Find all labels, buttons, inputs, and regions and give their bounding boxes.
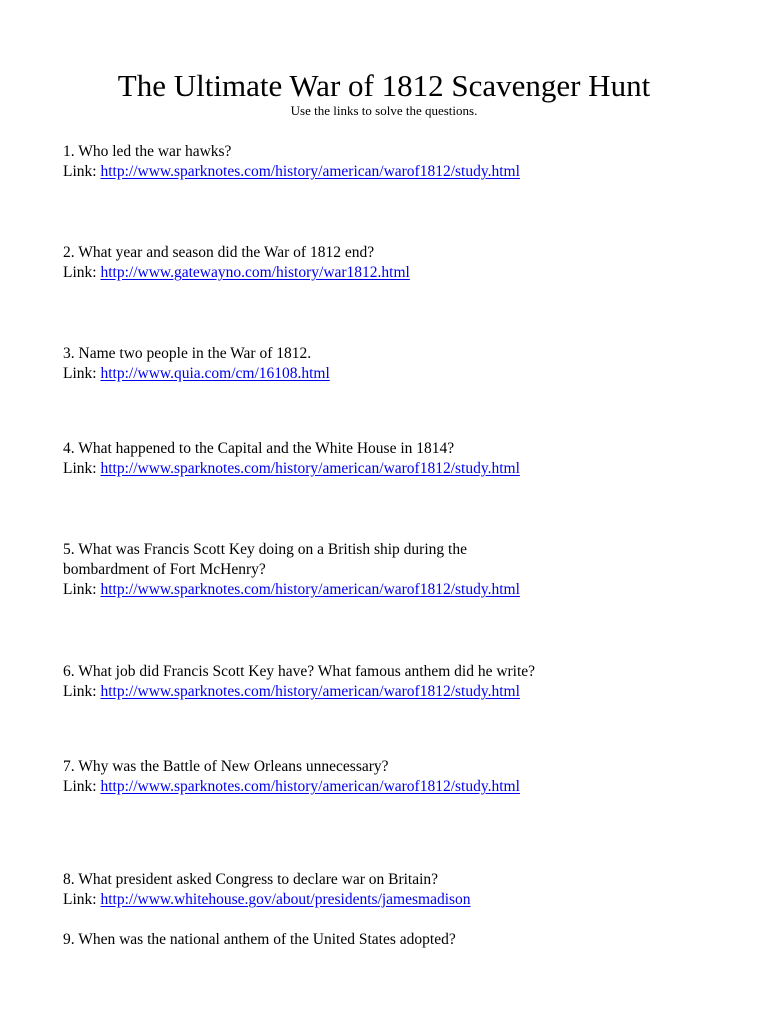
question-8-link-line	[63, 890, 743, 910]
question-9-text: 9. When was the national anthem of the United States adopted?	[63, 931, 456, 948]
question-5-link-line	[63, 580, 743, 600]
question-1-link[interactable]: http://www.sparknotes.com/history/american/warof1812/study.html	[100, 163, 520, 180]
question-5-link[interactable]: http://www.sparknotes.com/history/american/warof1812/study.html	[100, 581, 520, 598]
question-1-text: 1. Who led the war hawks?	[63, 143, 232, 160]
question-9	[63, 930, 743, 950]
question-3-link[interactable]: http://www.quia.com/cm/16108.html	[100, 365, 330, 382]
question-6-link[interactable]: http://www.sparknotes.com/history/american/warof1812/study.html	[100, 683, 520, 700]
question-7	[63, 757, 743, 797]
link-label: Link:	[63, 460, 97, 477]
question-8-link[interactable]: http://www.whitehouse.gov/about/presidents/jamesmadison	[100, 891, 471, 908]
question-8-text: 8. What president asked Congress to declare war on Britain?	[63, 871, 439, 888]
link-label: Link:	[63, 891, 97, 908]
question-5-text-line-1: 5. What was Francis Scott Key doing on a British ship during the	[63, 541, 467, 558]
question-2-text: 2. What year and season did the War of 1812 end?	[63, 244, 375, 261]
question-3-text: 3. Name two people in the War of 1812.	[63, 345, 312, 362]
question-4-text: 4. What happened to the Capital and the White House in 1814?	[63, 440, 455, 457]
question-7-link[interactable]: http://www.sparknotes.com/history/american/warof1812/study.html	[100, 778, 520, 795]
question-1	[63, 142, 743, 182]
question-3	[63, 344, 743, 384]
question-4	[63, 439, 743, 479]
question-2-link-line	[63, 263, 743, 283]
question-2-link[interactable]: http://www.gatewayno.com/history/war1812.html	[100, 264, 410, 281]
question-5-text-line-2: bombardment of Fort McHenry?	[63, 561, 266, 578]
question-2	[63, 243, 743, 283]
question-6-link-line	[63, 682, 743, 702]
link-label: Link:	[63, 683, 97, 700]
question-7-text: 7. Why was the Battle of New Orleans unnecessary?	[63, 758, 389, 775]
link-label: Link:	[63, 163, 97, 180]
question-6	[63, 662, 743, 702]
link-label: Link:	[63, 778, 97, 795]
question-8	[63, 870, 743, 910]
question-4-link-line	[63, 459, 743, 479]
question-3-link-line	[63, 364, 743, 384]
question-4-link[interactable]: http://www.sparknotes.com/history/american/warof1812/study.html	[100, 460, 520, 477]
question-5	[63, 540, 743, 600]
question-1-link-line	[63, 162, 743, 182]
link-label: Link:	[63, 264, 97, 281]
link-label: Link:	[63, 365, 97, 382]
page-subtitle: Use the links to solve the questions.	[290, 103, 478, 118]
link-label: Link:	[63, 581, 97, 598]
page-title: The Ultimate War of 1812 Scavenger Hunt	[117, 68, 651, 103]
question-7-link-line	[63, 777, 743, 797]
question-6-text: 6. What job did Francis Scott Key have? What famous anthem did he write?	[63, 663, 536, 680]
